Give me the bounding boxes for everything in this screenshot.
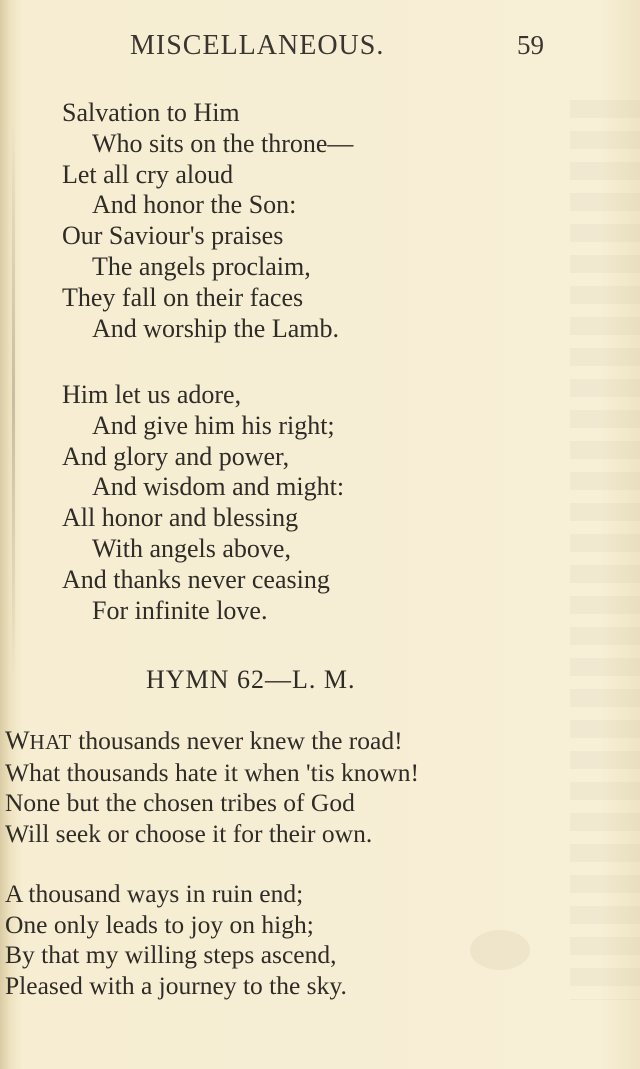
page-header bbox=[0, 30, 640, 70]
verse-line: By that my willing steps ascend, bbox=[5, 940, 337, 969]
verse-line: Him let us adore, bbox=[62, 380, 242, 409]
show-through-text bbox=[570, 100, 640, 1000]
verse-line: Our Saviour's praises bbox=[62, 221, 284, 251]
stanza-1 bbox=[62, 98, 353, 344]
verse-line: None but the chosen tribes of God bbox=[5, 788, 355, 817]
verse-line: With angels above, bbox=[92, 533, 291, 563]
verse-line: They fall on their faces bbox=[62, 282, 304, 312]
hymn-stanza-2 bbox=[5, 879, 347, 1001]
page-number: 59 bbox=[517, 30, 544, 60]
hymn-first-line bbox=[5, 726, 419, 758]
running-head: MISCELLANEOUS. bbox=[130, 30, 385, 61]
verse-line: For infinite love. bbox=[92, 595, 268, 625]
verse-line: And honor the Son: bbox=[92, 190, 297, 220]
initial-letter: W bbox=[5, 726, 30, 755]
page-gutter-shadow bbox=[12, 120, 15, 680]
verse-line: Will seek or choose it for their own. bbox=[5, 818, 373, 848]
verse-line: What thousands hate it when 'tis known! bbox=[5, 757, 419, 787]
verse-line: All honor and blessing bbox=[62, 503, 299, 533]
first-line-text: thousands never knew the road! bbox=[71, 726, 403, 755]
verse-line: And give him his right; bbox=[92, 410, 335, 440]
paper-stain bbox=[470, 930, 530, 970]
hymn-title: HYMN 62—L. M. bbox=[146, 665, 356, 694]
stanza-2 bbox=[62, 380, 344, 626]
verse-line: And worship the Lamb. bbox=[92, 313, 339, 343]
verse-line: Who sits on the throne— bbox=[92, 128, 354, 158]
verse-line: Salvation to Him bbox=[62, 98, 240, 127]
verse-line: And thanks never ceasing bbox=[62, 564, 330, 594]
hymn-stanza-1 bbox=[5, 726, 419, 849]
verse-line: And wisdom and might: bbox=[92, 472, 345, 502]
verse-line: Let all cry aloud bbox=[62, 159, 234, 189]
verse-line: A thousand ways in ruin end; bbox=[5, 879, 304, 908]
verse-line: And glory and power, bbox=[62, 441, 290, 471]
verse-line: The angels proclaim, bbox=[92, 251, 311, 281]
first-word-smallcaps: HAT bbox=[29, 730, 72, 754]
verse-line: Pleased with a journey to the sky. bbox=[5, 970, 347, 1000]
verse-line: One only leads to joy on high; bbox=[5, 909, 314, 939]
